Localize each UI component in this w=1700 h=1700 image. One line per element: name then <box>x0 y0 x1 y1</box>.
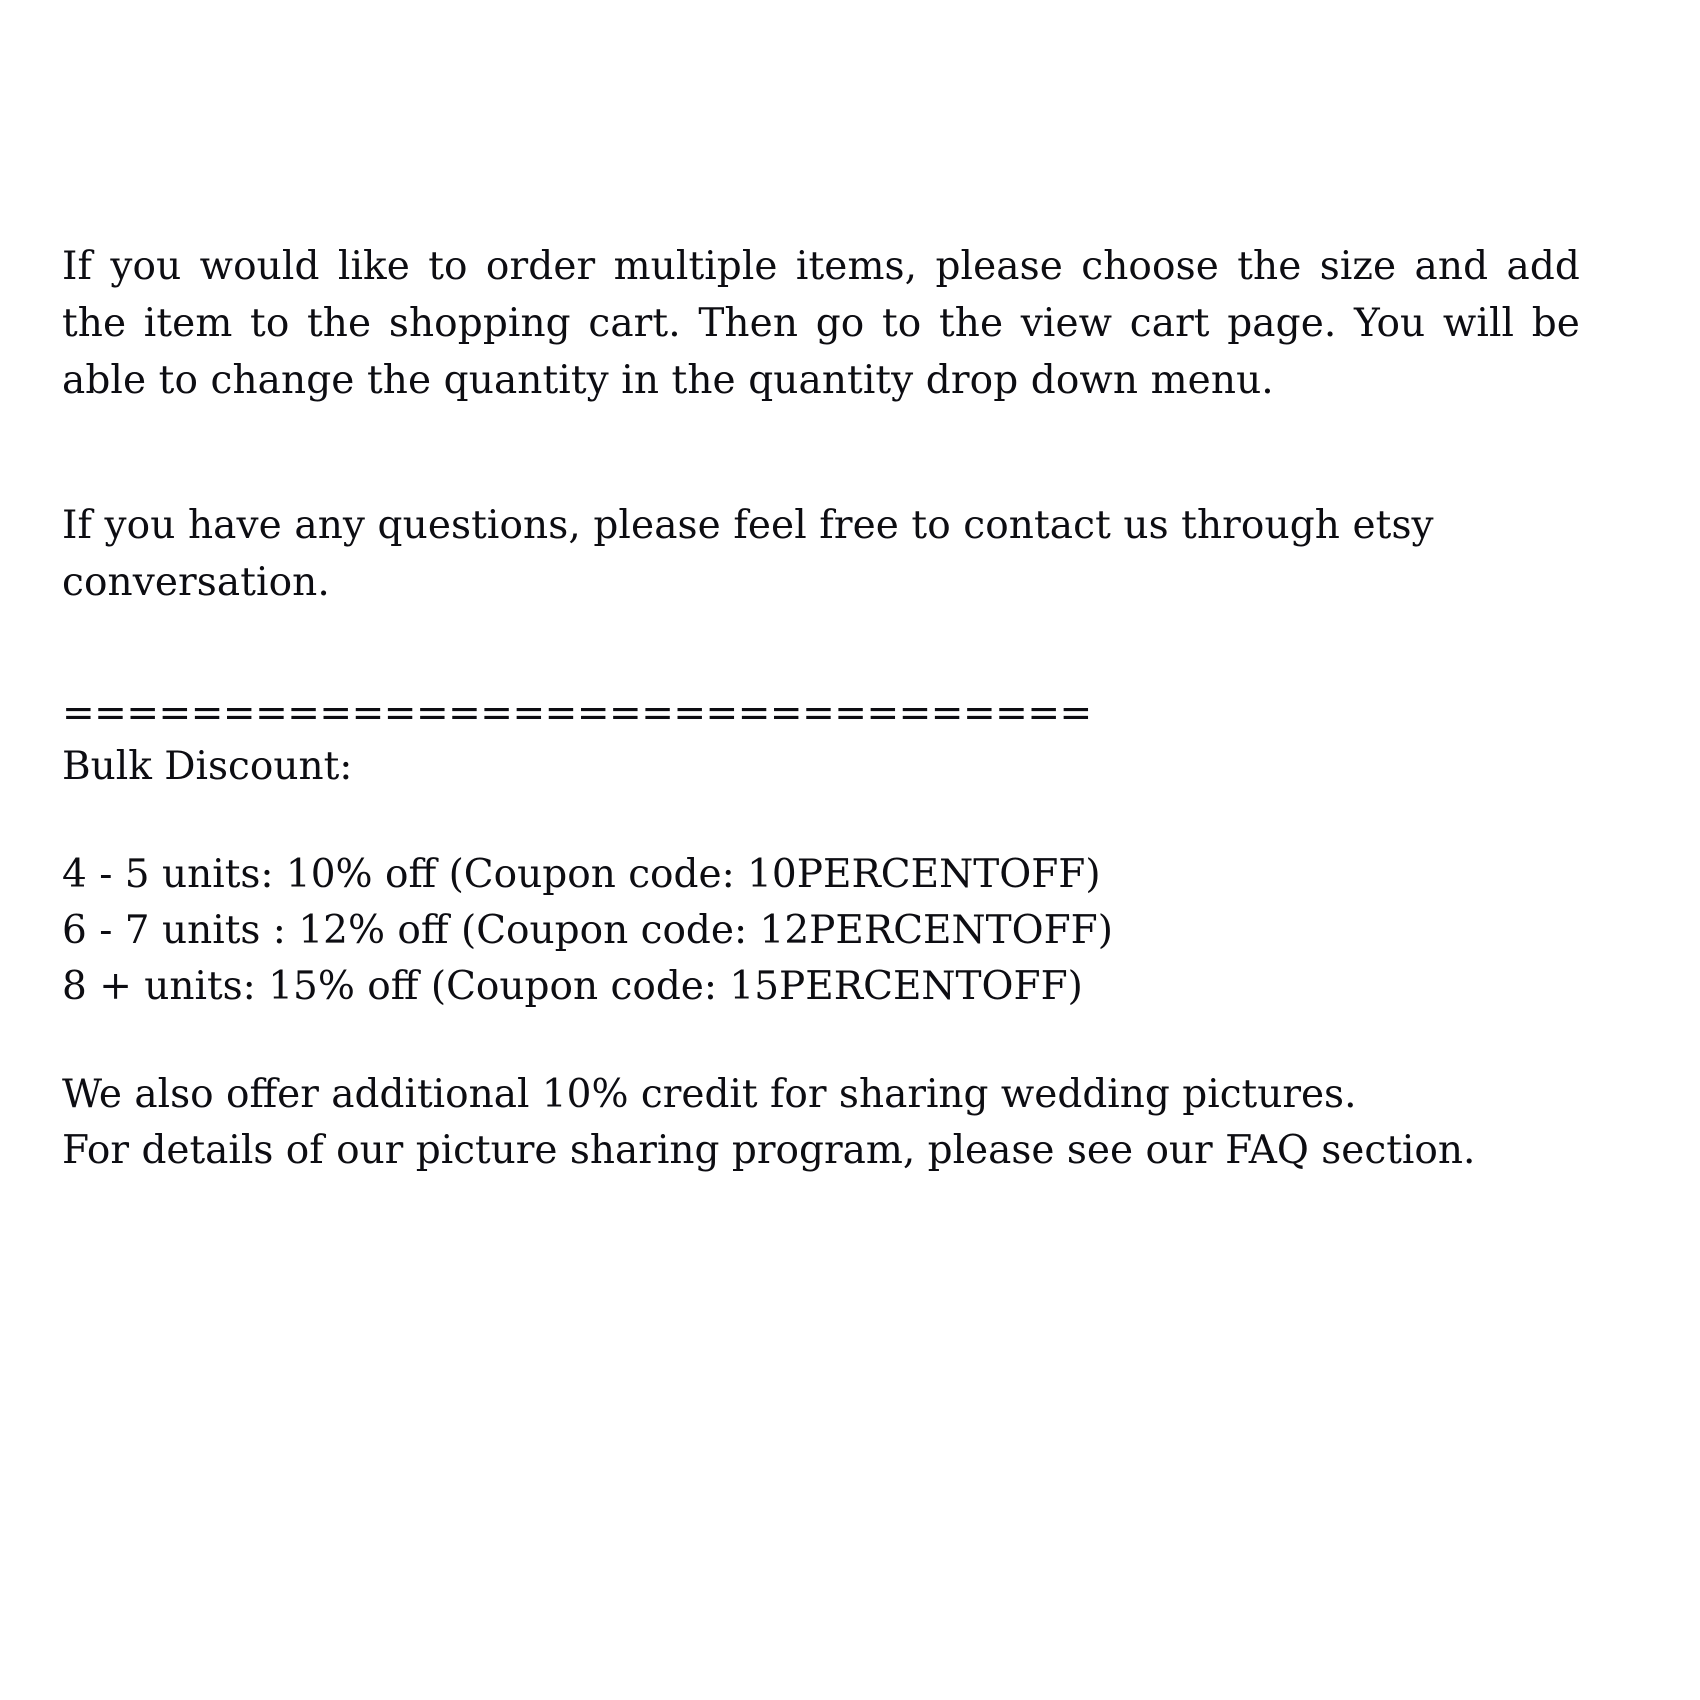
spacer-after-intro <box>62 409 1580 497</box>
discount-tier-list <box>62 847 1580 1015</box>
section-divider: ================================ <box>62 691 1092 736</box>
bulk-discount-heading: Bulk Discount: <box>62 744 353 789</box>
spacer-before-tiers <box>62 795 1580 847</box>
spacer-before-divider <box>62 611 1580 689</box>
list-item: 8 + units: 15% off (Coupon code: 15PERCENTOFF) <box>62 964 1083 1009</box>
list-item: 6 - 7 units : 12% off (Coupon code: 12PERCENTOFF) <box>62 908 1113 953</box>
faq-line: For details of our picture sharing program, please see our FAQ section. <box>62 1128 1476 1173</box>
intro-paragraph: If you would like to order multiple items, please choose the size and add the item to the shopping cart. Then go to the view cart page. You will be able to change the quantity in the quantity drop down menu. <box>62 244 1580 403</box>
contact-paragraph: If you have any questions, please feel free to contact us through etsy conversation. <box>62 503 1434 605</box>
spacer-before-closing <box>62 1015 1580 1067</box>
closing-block <box>62 1067 1580 1179</box>
list-item: 4 - 5 units: 10% off (Coupon code: 10PERCENTOFF) <box>62 852 1101 897</box>
credit-line: We also offer additional 10% credit for sharing wedding pictures. <box>62 1072 1357 1117</box>
